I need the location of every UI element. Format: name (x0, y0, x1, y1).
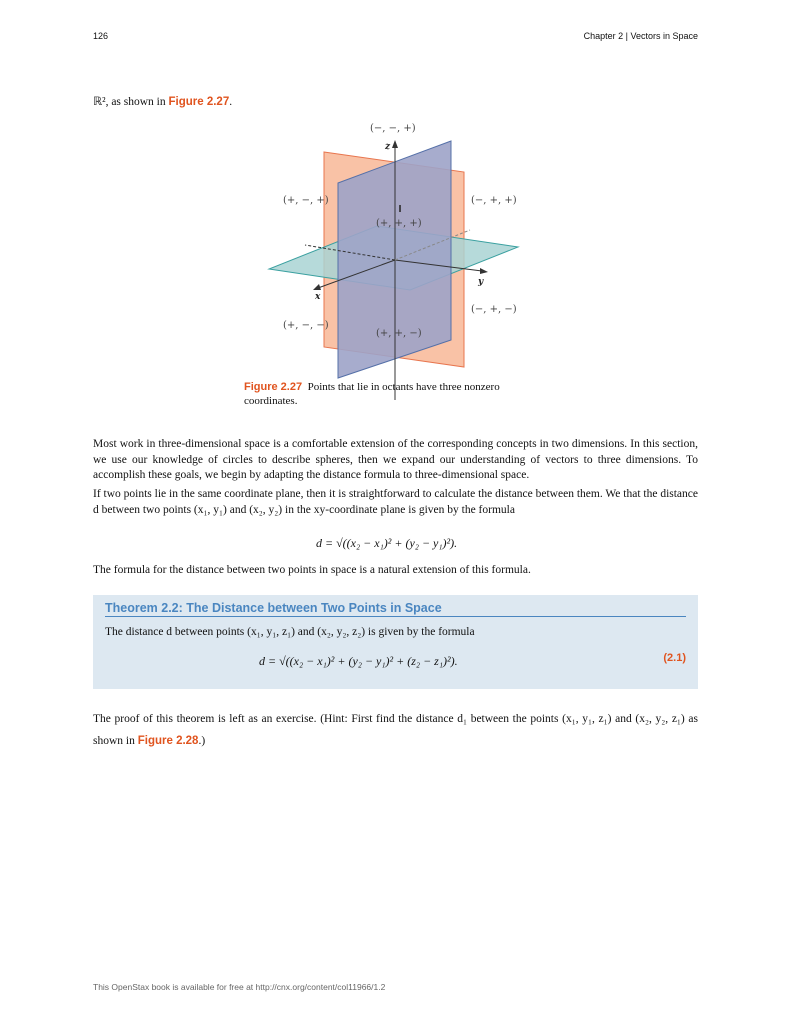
period: . (229, 96, 233, 108)
octant-label: (+, −, +) (283, 195, 329, 206)
octant-figure (0, 0, 791, 420)
distance-formula-3d: d = √((x₂ − x₁)² + (y₂ − y₁)² + (z₂ − z₁)²). (259, 654, 458, 668)
chapter-title: Chapter 2 | Vectors in Space (583, 31, 698, 41)
x-arrow (313, 284, 321, 290)
octant-label: (−, −, +) (370, 123, 416, 134)
paragraph: If two points lie in the same coordinate plane, then it is straightforward to calculate the distance between them. We that the distance d between two points (x₁, y₁) and (x₂, y₂) in the xy-coordinate plane is given by the formula (93, 488, 698, 516)
z-arrow (392, 140, 398, 148)
z-label: z (385, 142, 391, 152)
paragraph: Most work in three-dimensional space is a comfortable extension of the corresponding concepts in two dimensions. In this section, we use our knowledge of circles to describe spheres, then we expand our understanding of vectors to three dimensions. To accomplish these goals, we begin by adapting the distance formula to three-dimensional space. (93, 438, 698, 481)
octant-label: (+, +, −) (376, 328, 422, 339)
paragraph (93, 708, 698, 752)
theorem-box (93, 595, 698, 689)
figure-link[interactable]: Figure 2.27 (168, 96, 230, 108)
r2-symbol: ℝ² (93, 96, 106, 108)
theorem-title: Theorem 2.2: The Distance between Two Points in Space (105, 601, 686, 617)
paragraph: The formula for the distance between two points in space is a natural extension of this formula. (93, 564, 531, 576)
equation-number: (2.1) (663, 652, 686, 664)
octant-label: (+, +, +) (376, 218, 422, 229)
paragraph-end: .) (198, 735, 206, 747)
intro-text: , as shown in (105, 96, 169, 108)
paragraph-text: The proof of this theorem is left as an exercise. (Hint: First find the distance d₁ between the points (x₁, y₁, z₁) and (x₂, y₂, z₁) as shown in (93, 713, 698, 747)
page-number: 126 (93, 31, 109, 41)
y-arrow (480, 268, 488, 274)
octant-label: (−, +, −) (471, 304, 517, 315)
y-label: y (478, 277, 484, 287)
figure-caption (244, 380, 534, 408)
caption-text: Points that lie in octants have three nonzero coordinates. (244, 381, 500, 407)
figure-link[interactable]: Figure 2.28 (137, 735, 199, 747)
distance-formula-2d: d = √((x₂ − x₁)² + (y₂ − y₁)²). (316, 536, 458, 550)
x-label: x (315, 292, 321, 302)
octant-label: (+, −, −) (283, 320, 329, 331)
theorem-statement: The distance d between points (x₁, y₁, z₁) and (x₂, y₂, z₂) is given by the formula (105, 626, 475, 638)
caption-label: Figure 2.27 (244, 381, 303, 393)
footer: This OpenStax book is available for free at http://cnx.org/content/col11966/1.2 (93, 982, 386, 992)
octant-label: (−, +, +) (471, 195, 517, 206)
